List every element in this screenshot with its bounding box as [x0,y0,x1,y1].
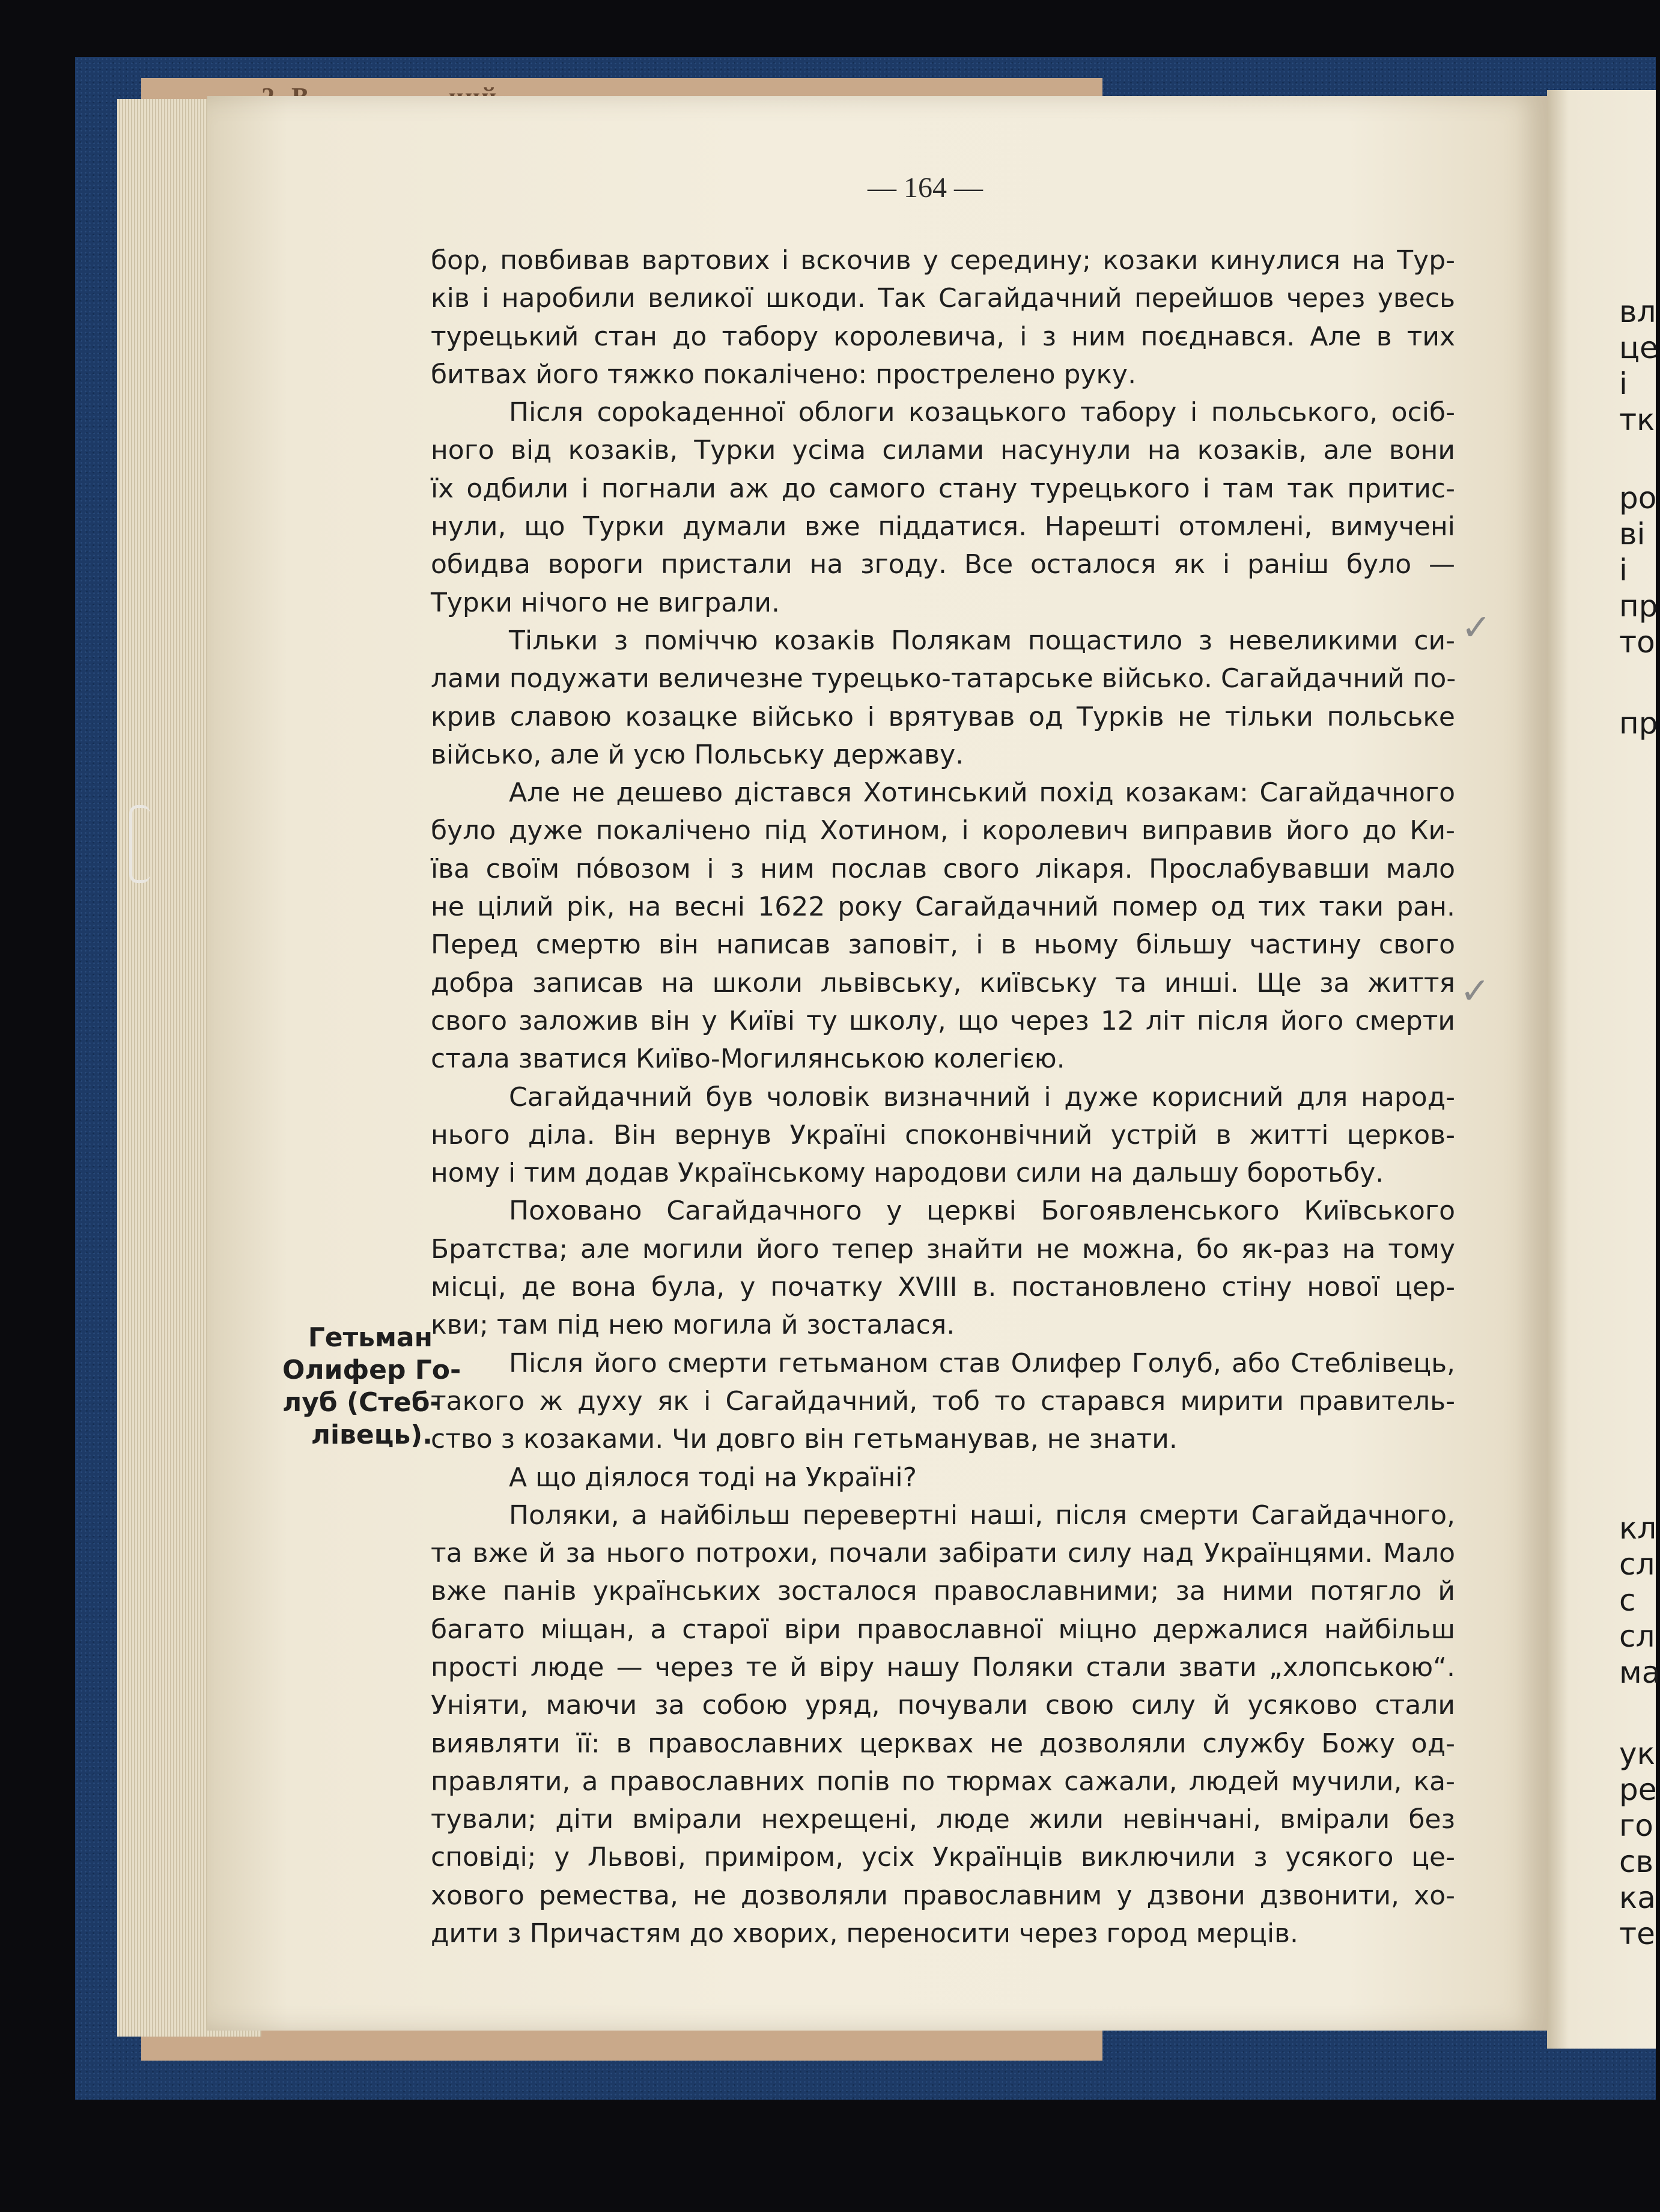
marginal-note [282,1322,461,1451]
text-line: Братства; але могили його тепер знайти не можна, бо як-раз на тому [431,1233,1455,1265]
body-text [431,242,1455,1952]
text-line: Після сороkаденної облоги козацького табору і польського, осіб- [509,397,1455,428]
text-line: Сагайдачний був чоловік визначний і дуже корисний для народ- [509,1081,1455,1113]
text-line: було дуже покалічено під Хотином, і королевич виправив його до Ки- [431,815,1455,846]
right-page-fragment: ма [1619,1655,1660,1690]
text-line: турецький стан до табору королевича, і з ним поєднався. Але в тих [431,321,1455,352]
marginal-note-line: луб (Стеб- [282,1387,441,1418]
right-page-fragment: сл [1619,1619,1655,1654]
text-line: Перед смертю він написав заповіт, і в ньому більшу частину свого [431,929,1455,961]
text-line: добра записав на школи львівську, київську та инші. Ще за життя [431,967,1455,998]
text-line: ного від козаків, Турки усіма силами насунули на козаків, але вони [431,435,1455,466]
right-page [1547,90,1660,2049]
text-line: обидва вороги пристали на згоду. Все осталося як і раніш було — [431,549,1455,580]
right-page-fragment: і [1619,553,1628,588]
text-line: нули, що Турки думали вже піддатися. Нарешті отомлені, вимучені [431,511,1455,542]
text-line: ство з козаками. Чи довго він гетьманував, не знати. [431,1424,1178,1455]
text-line: Уніяти, маючи за собою уряд, почували свою силу й усяково стали [431,1690,1455,1721]
text-line: виявляти її: в православних церквах не дозволяли службу Божу од- [431,1728,1455,1759]
right-page-fragment: сл [1619,1547,1655,1582]
text-line: тували; діти вмірали нехрещені, люде жили невінчані, вмірали без [431,1804,1455,1835]
right-page-fragment: св [1619,1844,1653,1879]
text-line: правляти, а православних попів по тюрмах сажали, людей мучили, ка- [431,1766,1455,1797]
right-page-fragment: пр [1619,706,1658,741]
text-line: місці, де вона була, у початку XVIII в. постановлено стіну нової цер- [431,1272,1455,1303]
text-line: лами подужати величезне турецько-татарське військо. Сагайдачний по- [431,663,1456,694]
right-page-fragment: го [1619,1808,1653,1843]
right-page-fragment: с [1619,1583,1636,1618]
text-line: хового ремества, не дозволяли православним у дзвони дзвонити, хо- [431,1880,1455,1911]
text-line: ків і наробили великої шкоди. Так Сагайдачний перейшов через увесь [431,283,1455,314]
right-page-fragment: ро [1619,481,1657,515]
right-page-fragment: кл [1619,1511,1657,1546]
text-line: Але не дешево дістався Хотинський похід козакам: Сагайдачного [509,777,1455,809]
page-clip [129,805,150,883]
text-line: бор, повбивав вартових і вскочив у середину; козаки кинулися на Тур- [431,245,1455,276]
page-number: — 164 — [868,172,983,204]
text-line: багато міщан, а старої віри православної міцно держалися найбільш [431,1614,1455,1645]
marginal-note-line: Гетьман [308,1322,433,1353]
text-line: прості люде — через те й віру нашу Поляки стали звати „хлопською“. [431,1651,1455,1683]
text-line: свого заложив він у Київі ту школу, що через 12 літ після його смерти [431,1005,1455,1036]
right-page-fragment: ка [1619,1880,1656,1915]
text-line: битвах його тяжко покалічено: прострелено руку. [431,359,1137,390]
text-line: нього діла. Він вернув Україні споконвічний устрій в житті церков- [431,1119,1455,1150]
text-line: Турки нічого не виграли. [431,587,780,618]
text-line: дити з Причастям до хворих, переносити через город мерців. [431,1918,1298,1949]
text-line: стала зватися Київо-Могилянською колегією. [431,1044,1065,1075]
text-line: Тільки з поміччю козаків Полякам пощастило з невеликими си- [509,625,1455,656]
right-page-fragment: ук [1619,1736,1655,1771]
right-page-fragment: вл [1619,294,1656,329]
text-line: Поховано Сагайдачного у церкві Богоявленського Київського [509,1196,1455,1227]
text-line: сповіді; у Львові, приміром, усіх Українців виключили з усякого це- [431,1842,1455,1873]
right-page-fragment: і [1619,366,1628,401]
text-line: такого ж духу як і Сагайдачний, тоб то старався мирити правитель- [431,1385,1455,1417]
pencil-check-mark: ✓ [1461,607,1492,649]
text-line: Поляки, а найбільш перевертні наші, після смерти Сагайдачного, [509,1499,1455,1531]
right-page-fragment: ві [1619,517,1646,551]
right-page-fragment: то [1619,625,1655,660]
text-line: Після його смерти гетьманом став Олифер Голуб, або Стеблівець, [509,1348,1455,1379]
right-page-fragment: пр [1619,589,1658,624]
right-page-fragment: ре [1619,1772,1657,1807]
marginal-note-line: Олифер Го- [282,1355,461,1385]
text-line: крив славою козацке військо і врятував од Турків не тільки польське [431,701,1455,732]
right-page-fragment: те [1619,1916,1655,1951]
right-page-fragment: це [1619,330,1658,365]
text-line: їх одбили і погнали аж до самого стану турецького і там так притис- [431,473,1455,504]
text-line: ному і тим додав Українському народови сили на дальшу боротьбу. [431,1158,1384,1189]
text-line: військо, але й усю Польську державу. [431,739,964,770]
text-line: їва своїм пóвозом і з ним послав свого лікаря. Прослабувавши мало [431,853,1455,884]
text-line: вже панів українських зосталося православними; за ними потягло й [431,1576,1455,1607]
right-page-fragment: тк [1619,403,1655,437]
text-line: кви; там під нею могила й зосталася. [431,1310,955,1341]
text-line: не цілий рік, на весні 1622 року Сагайдачний помер од тих таки ран. [431,892,1455,923]
marginal-note-line: лівець). [311,1420,433,1450]
pencil-check-mark: ✓ [1460,970,1491,1012]
text-line: та вже й за нього потрохи, почали забірати силу над Українцями. Мало [431,1538,1455,1569]
text-line: А що діялося тоді на Україні? [509,1462,917,1493]
